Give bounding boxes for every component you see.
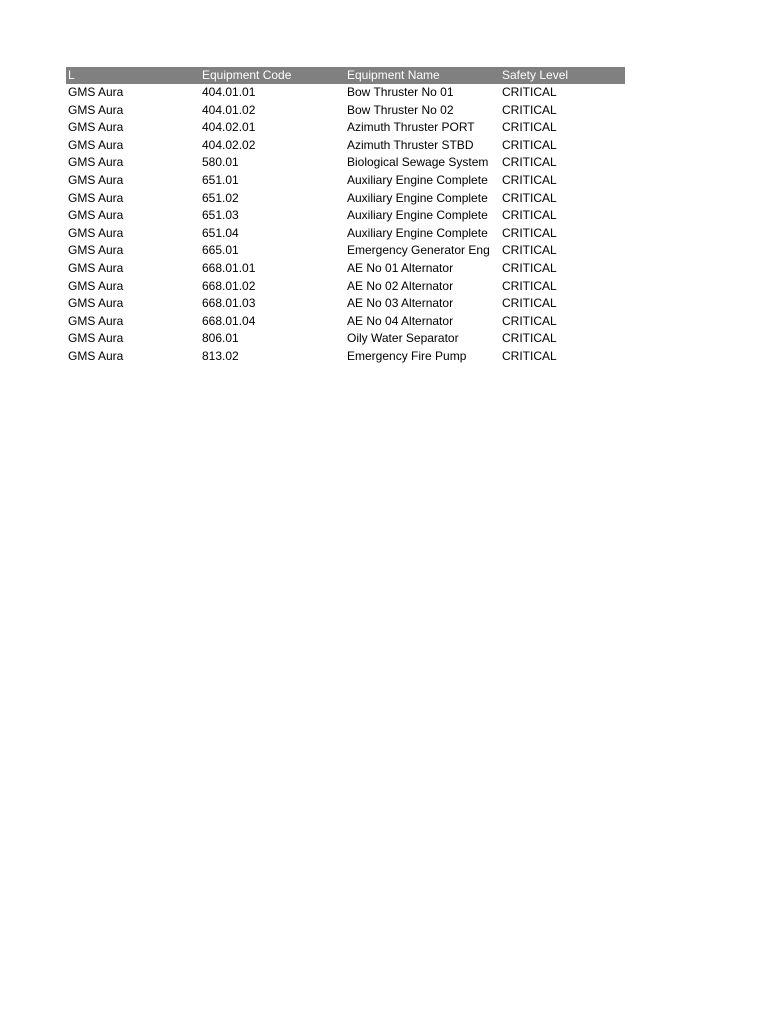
- table-row: [66, 313, 625, 331]
- table-row: [66, 119, 625, 137]
- vessel-cell: GMS Aura: [68, 208, 124, 223]
- equipment-name-cell: AE No 03 Alternator: [347, 296, 454, 311]
- safety-level-cell: CRITICAL: [502, 331, 557, 346]
- table-row: [66, 278, 625, 296]
- equipment-name-cell: Emergency Fire Pump: [347, 348, 467, 363]
- vessel-cell: GMS Aura: [68, 85, 124, 99]
- header-cell-safety-level: Safety Level: [502, 68, 569, 82]
- vessel-cell: GMS Aura: [68, 260, 124, 275]
- table-row: [66, 242, 625, 260]
- equipment-name-cell: Bow Thruster No 02: [347, 102, 454, 117]
- safety-level-cell: CRITICAL: [502, 243, 557, 258]
- equipment-name-cell: Auxiliary Engine Complete: [347, 208, 488, 223]
- table-header: [66, 67, 625, 84]
- equipment-name-cell: AE No 02 Alternator: [347, 278, 454, 293]
- header-cell-equipment-name: Equipment Name: [347, 68, 440, 82]
- table-row: [66, 207, 625, 225]
- equipment-code-cell: 651.04: [202, 225, 239, 240]
- equipment-name-cell: Auxiliary Engine Complete: [347, 172, 488, 187]
- equipment-code-cell: 580.01: [202, 155, 239, 170]
- equipment-code-cell: 668.01.01: [202, 260, 256, 275]
- equipment-code-cell: 806.01: [202, 331, 239, 346]
- table-row: [66, 260, 625, 278]
- equipment-name-cell: Oily Water Separator: [347, 331, 459, 346]
- header-cell-equipment-code: Equipment Code: [202, 68, 292, 82]
- equipment-code-cell: 668.01.02: [202, 278, 256, 293]
- table-row: [66, 172, 625, 190]
- table-row: [66, 348, 625, 366]
- equipment-code-cell: 404.01.02: [202, 102, 256, 117]
- equipment-name-cell: Azimuth Thruster STBD: [347, 137, 474, 152]
- vessel-cell: GMS Aura: [68, 296, 124, 311]
- safety-level-cell: CRITICAL: [502, 260, 557, 275]
- vessel-cell: GMS Aura: [68, 120, 124, 135]
- table-row: [66, 137, 625, 155]
- equipment-name-cell: Biological Sewage System: [347, 155, 489, 170]
- equipment-name-cell: Auxiliary Engine Complete: [347, 225, 488, 240]
- equipment-code-cell: 651.01: [202, 172, 239, 187]
- equipment-code-cell: 668.01.03: [202, 296, 256, 311]
- safety-level-cell: CRITICAL: [502, 208, 557, 223]
- safety-level-cell: CRITICAL: [502, 155, 557, 170]
- safety-level-cell: CRITICAL: [502, 190, 557, 205]
- table-row: [66, 154, 625, 172]
- equipment-name-cell: AE No 04 Alternator: [347, 313, 454, 328]
- vessel-cell: GMS Aura: [68, 225, 124, 240]
- vessel-cell: GMS Aura: [68, 313, 124, 328]
- equipment-code-cell: 404.01.01: [202, 85, 256, 99]
- vessel-cell: GMS Aura: [68, 155, 124, 170]
- safety-level-cell: CRITICAL: [502, 278, 557, 293]
- table-body: [66, 84, 625, 366]
- safety-level-cell: CRITICAL: [502, 313, 557, 328]
- equipment-code-cell: 404.02.02: [202, 137, 256, 152]
- vessel-cell: GMS Aura: [68, 348, 124, 363]
- safety-level-cell: CRITICAL: [502, 225, 557, 240]
- vessel-cell: GMS Aura: [68, 278, 124, 293]
- equipment-code-cell: 665.01: [202, 243, 239, 258]
- vessel-cell: GMS Aura: [68, 190, 124, 205]
- equipment-name-cell: Azimuth Thruster PORT: [347, 120, 475, 135]
- equipment-code-cell: 651.03: [202, 208, 239, 223]
- equipment-code-cell: 404.02.01: [202, 120, 256, 135]
- equipment-code-cell: 651.02: [202, 190, 239, 205]
- table-row: [66, 225, 625, 243]
- vessel-cell: GMS Aura: [68, 137, 124, 152]
- safety-level-cell: CRITICAL: [502, 137, 557, 152]
- table-row: [66, 102, 625, 120]
- safety-level-cell: CRITICAL: [502, 85, 557, 99]
- safety-level-cell: CRITICAL: [502, 120, 557, 135]
- equipment-name-cell: AE No 01 Alternator: [347, 260, 454, 275]
- vessel-cell: GMS Aura: [68, 243, 124, 258]
- vessel-cell: GMS Aura: [68, 331, 124, 346]
- equipment-name-cell: Emergency Generator Eng: [347, 243, 490, 258]
- equipment-code-cell: 668.01.04: [202, 313, 256, 328]
- safety-level-cell: CRITICAL: [502, 348, 557, 363]
- table-row: [66, 295, 625, 313]
- equipment-name-cell: Auxiliary Engine Complete: [347, 190, 488, 205]
- table-row: [66, 190, 625, 208]
- header-cell-l: L: [68, 68, 75, 82]
- table-row: [66, 84, 625, 102]
- vessel-cell: GMS Aura: [68, 102, 124, 117]
- safety-level-cell: CRITICAL: [502, 102, 557, 117]
- equipment-table: [66, 67, 625, 366]
- vessel-cell: GMS Aura: [68, 172, 124, 187]
- equipment-name-cell: Bow Thruster No 01: [347, 85, 454, 99]
- safety-level-cell: CRITICAL: [502, 172, 557, 187]
- table-row: [66, 330, 625, 348]
- equipment-code-cell: 813.02: [202, 348, 239, 363]
- safety-level-cell: CRITICAL: [502, 296, 557, 311]
